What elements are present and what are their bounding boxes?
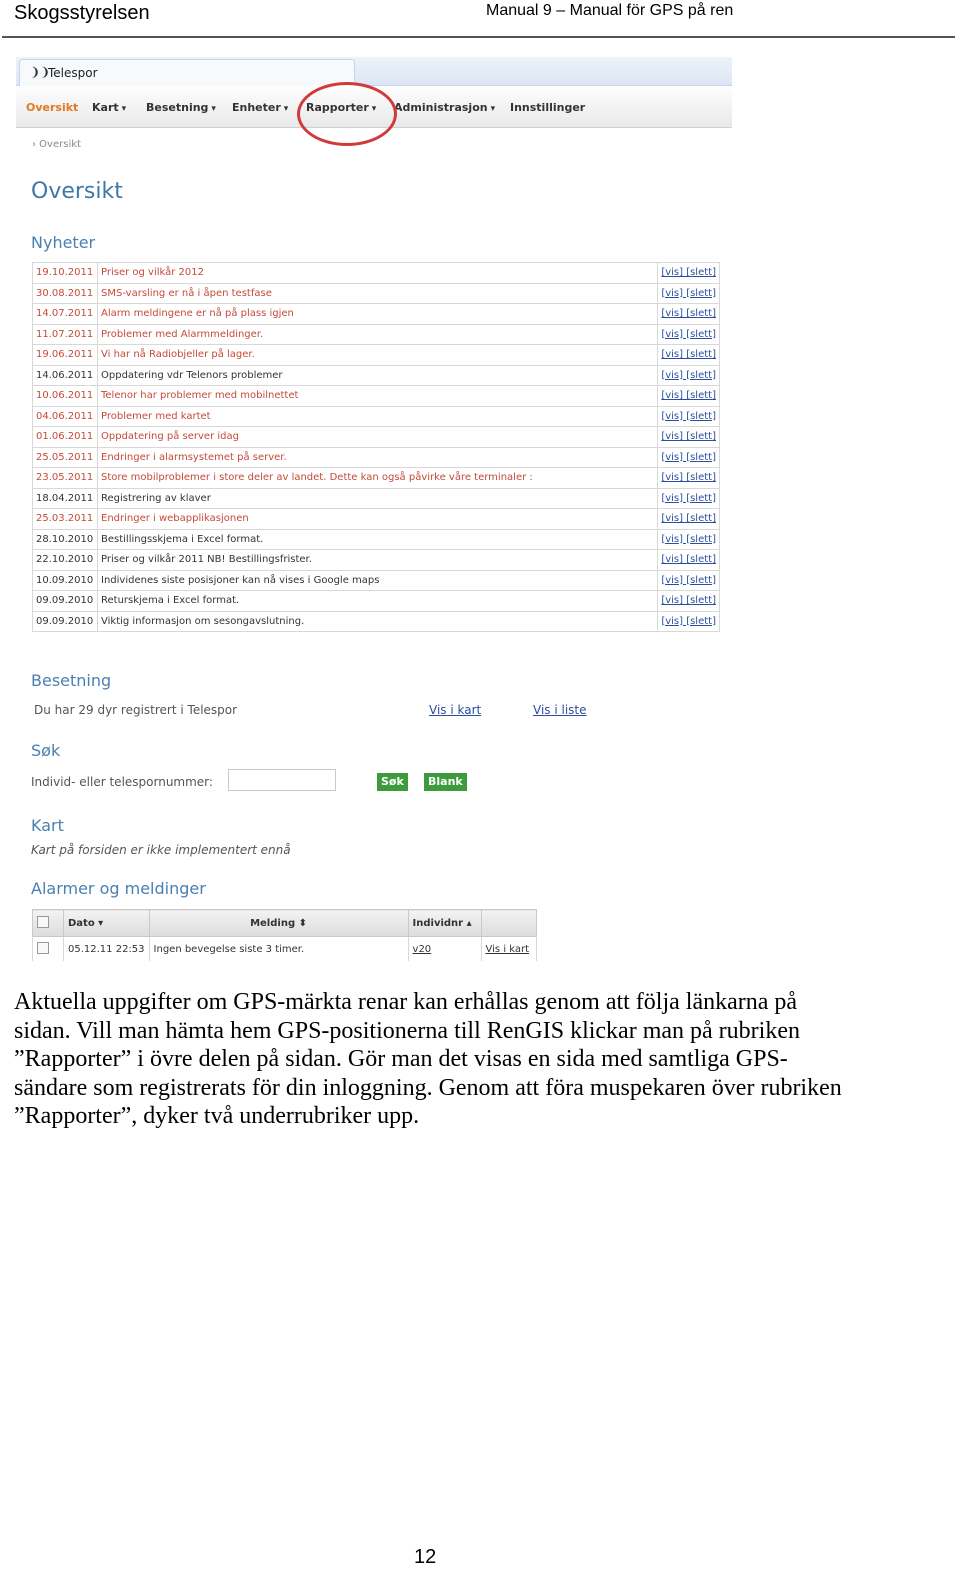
chevron-down-icon: ▾ [211, 104, 216, 114]
news-date: 19.06.2011 [33, 345, 98, 366]
rapporter-highlight-circle [297, 82, 397, 146]
menu-innstillinger[interactable]: Innstillinger [510, 101, 586, 114]
news-date: 10.09.2010 [33, 570, 98, 591]
sok-label: Individ- eller telespornummer: [31, 775, 213, 789]
news-actions-link[interactable]: [vis] [slett] [658, 611, 720, 632]
table-row [33, 937, 537, 962]
news-row [33, 304, 720, 325]
news-row [33, 427, 720, 448]
news-actions-link[interactable]: [vis] [slett] [658, 263, 720, 284]
news-actions-link[interactable]: [vis] [slett] [658, 365, 720, 386]
news-row [33, 550, 720, 571]
news-actions-link[interactable]: [vis] [slett] [658, 427, 720, 448]
menu-oversikt[interactable]: Oversikt [26, 101, 79, 114]
news-row [33, 324, 720, 345]
news-actions-link[interactable]: [vis] [slett] [658, 447, 720, 468]
news-row [33, 386, 720, 407]
news-actions-link[interactable]: [vis] [slett] [658, 304, 720, 325]
news-table [32, 262, 720, 632]
kart-text: Kart på forsiden er ikke implementert ennå [31, 843, 291, 857]
news-row [33, 345, 720, 366]
news-title-link[interactable]: Problemer med Alarmmeldinger. [98, 324, 658, 345]
menu-administrasjon[interactable]: Administrasjon ▾ [394, 101, 496, 114]
news-actions-link[interactable]: [vis] [slett] [658, 283, 720, 304]
column-melding[interactable]: Melding ⬍ [149, 910, 408, 937]
vis-i-kart-link[interactable]: Vis i kart [429, 703, 482, 717]
news-date: 30.08.2011 [33, 283, 98, 304]
news-title-link[interactable]: Endringer i alarmsystemet på server. [98, 447, 658, 468]
news-actions-link[interactable]: [vis] [slett] [658, 529, 720, 550]
chevron-down-icon: ▾ [490, 104, 496, 114]
column-dato[interactable]: Dato ▾ [64, 910, 150, 937]
news-date: 10.06.2011 [33, 386, 98, 407]
document-header [0, 0, 960, 38]
news-date: 25.05.2011 [33, 447, 98, 468]
news-date: 22.10.2010 [33, 550, 98, 571]
news-date: 14.07.2011 [33, 304, 98, 325]
news-title-link[interactable]: Oppdatering vdr Telenors problemer [98, 365, 658, 386]
news-title-link[interactable]: Problemer med kartet [98, 406, 658, 427]
organization-name: Skogsstyrelsen [14, 2, 150, 24]
news-title-link[interactable]: Returskjema i Excel format. [98, 591, 658, 612]
column-individnr[interactable]: Individnr ▴ [408, 910, 481, 937]
news-title-link[interactable]: Individenes siste posisjoner kan nå vises i Google maps [98, 570, 658, 591]
document-title: Manual 9 – Manual för GPS på ren [486, 2, 734, 19]
page-title: Oversikt [31, 179, 123, 204]
page-number: 12 [414, 1546, 437, 1568]
besetning-text: Du har 29 dyr registrert i Telespor [34, 703, 238, 717]
news-title-link[interactable]: Priser og vilkår 2011 NB! Bestillingsfrister. [98, 550, 658, 571]
news-row [33, 468, 720, 489]
browser-tab[interactable] [19, 59, 355, 86]
news-actions-link[interactable]: [vis] [slett] [658, 468, 720, 489]
blank-button[interactable]: Blank [424, 773, 467, 791]
news-actions-link[interactable]: [vis] [slett] [658, 406, 720, 427]
tab-label: Telespor [48, 66, 98, 80]
menu-rapporter[interactable]: Rapporter ▾ [306, 101, 377, 114]
checkbox-icon [37, 942, 49, 954]
news-row [33, 365, 720, 386]
news-date: 18.04.2011 [33, 488, 98, 509]
news-actions-link[interactable]: [vis] [slett] [658, 570, 720, 591]
telespor-logo-icon: ❩❩ [30, 65, 51, 79]
news-title-link[interactable]: SMS-varsling er nå i åpen testfase [98, 283, 658, 304]
news-date: 09.09.2010 [33, 591, 98, 612]
sok-heading: Søk [31, 741, 61, 760]
news-date: 23.05.2011 [33, 468, 98, 489]
news-date: 14.06.2011 [33, 365, 98, 386]
chevron-down-icon: ▾ [121, 104, 127, 114]
alarms-table [32, 909, 537, 961]
news-row [33, 283, 720, 304]
menu-kart[interactable]: Kart ▾ [92, 101, 127, 114]
header-rule [2, 36, 955, 38]
embedded-screenshot [16, 57, 732, 961]
news-row [33, 447, 720, 468]
menu-besetning[interactable]: Besetning ▾ [146, 101, 216, 114]
news-title-link[interactable]: Bestillingsskjema i Excel format. [98, 529, 658, 550]
news-title-link[interactable]: Telenor har problemer med mobilnettet [98, 386, 658, 407]
news-date: 04.06.2011 [33, 406, 98, 427]
news-heading: Nyheter [31, 233, 96, 252]
news-row [33, 263, 720, 284]
news-title-link[interactable]: Vi har nå Radiobjeller på lager. [98, 345, 658, 366]
alarm-vis-i-kart-link[interactable]: Vis i kart [481, 937, 536, 962]
news-actions-link[interactable]: [vis] [slett] [658, 324, 720, 345]
menu-enheter[interactable]: Enheter ▾ [232, 101, 289, 114]
body-paragraph: Aktuella uppgifter om GPS-märkta renar kan erhållas genom att följa länkarna på sidan. Vill man hämta hem GPS-positionerna till RenGIS klickar man på rubriken ”Rapporter” i övre delen på sidan. Gör man det visas en sida med samtliga GPS-sändare som registrerats för din inloggning. Genom att föra muspekaren över rubriken ”Rapporter”, dyker två underrubriker upp. [14, 989, 842, 1130]
select-all-cell[interactable] [33, 910, 64, 937]
news-row [33, 611, 720, 632]
news-title-link[interactable]: Oppdatering på server idag [98, 427, 658, 448]
news-actions-link[interactable]: [vis] [slett] [658, 386, 720, 407]
chevron-down-icon: ▾ [371, 104, 377, 114]
news-row [33, 406, 720, 427]
vis-i-liste-link[interactable]: Vis i liste [533, 703, 587, 717]
alarm-melding: Ingen bevegelse siste 3 timer. [149, 937, 408, 962]
checkbox-icon [37, 916, 49, 928]
news-actions-link[interactable]: [vis] [slett] [658, 550, 720, 571]
news-title-link[interactable]: Registrering av klaver [98, 488, 658, 509]
alarm-dato: 05.12.11 22:53 [64, 937, 150, 962]
news-actions-link[interactable]: [vis] [slett] [658, 509, 720, 530]
news-title-link[interactable]: Priser og vilkår 2012 [98, 263, 658, 284]
news-title-link[interactable]: Alarm meldingene er nå på plass igjen [98, 304, 658, 325]
news-date: 11.07.2011 [33, 324, 98, 345]
alarm-individnr-link[interactable]: v20 [408, 937, 481, 962]
news-title-link[interactable]: Endringer i webapplikasjonen [98, 509, 658, 530]
news-date: 28.10.2010 [33, 529, 98, 550]
news-date: 19.10.2011 [33, 263, 98, 284]
news-title-link[interactable]: Viktig informasjon om sesongavslutning. [98, 611, 658, 632]
news-row [33, 488, 720, 509]
chevron-down-icon: ▾ [283, 104, 289, 114]
kart-heading: Kart [31, 816, 64, 835]
sok-button[interactable]: Søk [377, 773, 408, 791]
breadcrumb[interactable]: › Oversikt [32, 139, 81, 150]
news-actions-link[interactable]: [vis] [slett] [658, 345, 720, 366]
news-actions-link[interactable]: [vis] [slett] [658, 591, 720, 612]
news-row [33, 591, 720, 612]
browser-titlebar [16, 57, 732, 86]
column-action [481, 910, 536, 937]
news-date: 01.06.2011 [33, 427, 98, 448]
row-checkbox[interactable] [33, 937, 64, 962]
news-title-link[interactable]: Store mobilproblemer i store deler av landet. Dette kan også påvirke våre terminaler : [98, 468, 658, 489]
news-actions-link[interactable]: [vis] [slett] [658, 488, 720, 509]
besetning-heading: Besetning [31, 671, 112, 690]
news-row [33, 529, 720, 550]
news-row [33, 570, 720, 591]
news-row [33, 509, 720, 530]
search-input[interactable] [228, 769, 336, 791]
news-date: 25.03.2011 [33, 509, 98, 530]
news-date: 09.09.2010 [33, 611, 98, 632]
alarmer-heading: Alarmer og meldinger [31, 879, 206, 898]
